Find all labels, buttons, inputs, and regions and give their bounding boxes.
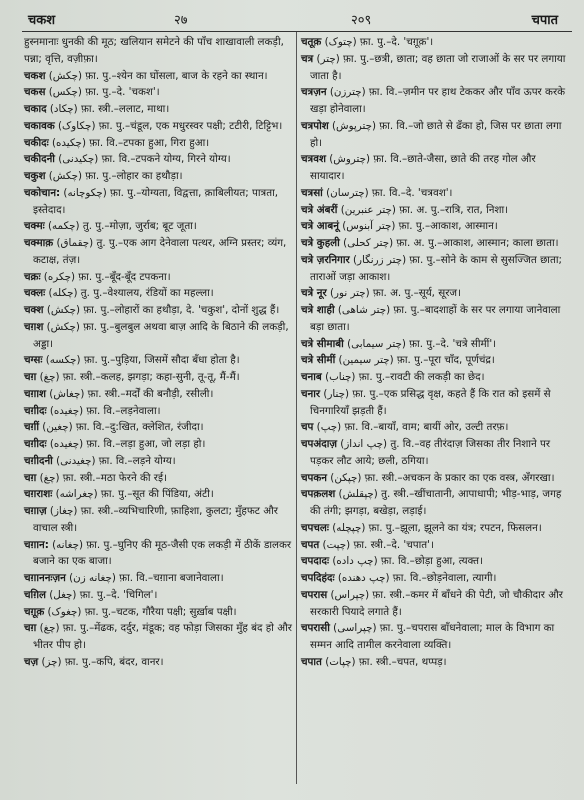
entry-definition: (چکش) फ़ा. पु.–श्येन का घोंसला, बाज के रहने का स्थान। [45, 69, 268, 82]
dictionary-entry [24, 68, 292, 85]
entry-headword: चग़ूक़ [24, 605, 45, 618]
entry-definition: (چناب) फ़ा. पु.–रावटी की लकड़ी का छेद। [321, 371, 485, 383]
entry-definition: (چتر زرنگار) फ़ा. पु.–सोने के काम से सुसज्जित छाता; ताराओं जड़ा आकाश। [310, 253, 562, 283]
entry-definition: (چکش) फ़ा. पु.–बुलबुल अथवा बाज़ आदि के बिठाने की लकड़ी, अड्डा। [33, 320, 289, 350]
entry-headword: चग्सः [24, 354, 43, 367]
entry-headword: चत्रे ज़रनिगार [301, 253, 350, 266]
dictionary-entry [301, 336, 573, 353]
entry-headword: चक्श [24, 304, 44, 316]
entry-definition: (چکیدنی) फ़ा. वि.–टपकने योग्य, गिरने योग्य। [54, 153, 231, 166]
entry-headword: चग़ीदः [24, 438, 47, 450]
dictionary-entry [301, 654, 573, 671]
entry-headword: चकस [24, 86, 46, 99]
entry-definition: (چپ داده) फ़ा. वि.–छोड़ा हुआ, त्यक्त। [329, 555, 483, 568]
dictionary-entry [301, 570, 573, 587]
dictionary-entry [24, 319, 292, 353]
header-right-guide-word: चपात [531, 13, 558, 28]
dictionary-entry [24, 118, 292, 135]
entry-definition: (چپراسی) फ़ा. पु.–चपरास बाँधनेवाला; माल के विभाग का सम्मन आदि तामील करनेवाला व्यक्ति। [310, 622, 555, 651]
entry-headword: चग़ [24, 371, 37, 383]
header-left-guide-word: चकश [28, 13, 56, 28]
entry-definition: (چز) फ़ा. पु.–कपि, बंदर, वानर। [38, 655, 164, 668]
dictionary-entry [24, 403, 292, 420]
dictionary-entry [301, 84, 573, 118]
dictionary-entry [24, 503, 292, 537]
entry-definition: (چغانه زن) फ़ा. वि.–चग़ाना बजानेवाला। [65, 572, 224, 584]
entry-headword: चज़ [24, 655, 39, 668]
entry-definition: (چترزن) फ़ा. वि.–ज़मीन पर हाथ टेककर और पाँव ऊपर करके खड़ा होनेवाला। [310, 86, 566, 115]
right-column [301, 34, 573, 671]
entry-definition: (چپکن) फ़ा. स्त्री.–अचकन के प्रकार का एक वस्त्र, अँगरखा। [327, 471, 555, 484]
entry-definition: (چغراشه) फ़ा. पु.–सूत की पिंडिया, अंटी। [52, 488, 214, 501]
entry-definition: (چکوچانه) फ़ा. पु.–योग्यता, विद्वत्ता, क़ाबिलीयत; पात्रता, इस्तेदाद। [33, 186, 279, 216]
entry-definition: (چکمه) तु. पु.–मोज़ा, जुर्राब; बूट जूता। [44, 220, 197, 233]
entry-headword: चत्रे कुहली [301, 237, 340, 249]
entry-headword: चत्रे सीमाबी [301, 337, 344, 350]
left-column [24, 34, 292, 671]
dictionary-entry [24, 604, 292, 621]
entry-headword: चपत [301, 538, 320, 551]
entry-headword: चग़ाश [24, 387, 47, 400]
entry-headword: चकुश [24, 170, 46, 182]
entry-headword: चत्रे नूर [301, 287, 327, 300]
entry-definition: (چغیده) फ़ा. वि.–लड़ा हुआ, जो लड़ा हो। [46, 438, 206, 450]
entry-definition: (چترسان) फ़ा. वि.–दे. 'चत्रवश'। [322, 186, 453, 199]
entry-headword: चग़ाज़ [24, 505, 47, 517]
dictionary-entry [24, 168, 292, 185]
entry-headword: चग़ीं [24, 421, 40, 434]
dictionary-entry [24, 570, 292, 587]
entry-definition: (چتر کحلی) फ़ा. अ. पु.–आकाश, आस्मान; काला छाता। [339, 237, 559, 249]
entry-definition: (چتر نور) फ़ा. अ. पु.–सूर्य, सूरज। [326, 287, 461, 300]
dictionary-entry [24, 470, 292, 487]
dictionary-entry [24, 386, 292, 403]
entry-definition: (چپ) फ़ा. वि.–बायाँ, वाम; बायीं ओर, उल्टी तरफ़। [313, 421, 509, 434]
dictionary-entry [24, 352, 292, 369]
dictionary-entry [24, 101, 292, 118]
entry-headword: चकावक [24, 119, 55, 132]
dictionary-entry [301, 235, 573, 252]
entry-headword: चनाब [301, 371, 322, 383]
dictionary-entry [24, 185, 292, 219]
entry-headword: चक्लः [24, 287, 46, 300]
entry-headword: चत्रे सीमीं [301, 354, 336, 367]
dictionary-entry [24, 84, 292, 101]
entry-definition: (چکاوک) फ़ा. पु.–चंडूल, एक मधुरस्वर पक्षी; टटीरी, टिट्टिभ। [54, 119, 283, 132]
entry-definition: (چغ) फ़ा. स्त्री.–कलह, झगड़ा; कहा-सुनी, तू-तू, मैं-मैं। [36, 371, 240, 383]
dictionary-entry [24, 151, 292, 168]
header-page-number-a: २७ [174, 13, 188, 28]
entry-headword: चकश [24, 69, 46, 82]
dictionary-entry [24, 654, 292, 671]
dictionary-entry [301, 202, 573, 219]
entry-headword: चत्रवश [301, 153, 326, 166]
entry-headword: चपदादः [301, 555, 330, 568]
entry-headword: चप [301, 421, 314, 434]
page-header [28, 10, 568, 28]
dictionary-entry [24, 235, 292, 269]
entry-definition: (چغاش) फ़ा. स्त्री.–मर्दों की बनौड़ी, रसीली। [46, 387, 214, 400]
entry-headword: चनार [301, 387, 321, 400]
entry-definition: (چغیدنی) फ़ा. वि.–लड़ने योग्य। [52, 454, 176, 467]
entry-headword: चग़ीदः [24, 404, 47, 417]
entry-definition: (چتر سیمابی) फ़ा. पु.–दे. 'चत्रे सीमीं'। [343, 337, 497, 350]
dictionary-entry [301, 470, 573, 487]
entry-definition: (چکله) तु. पु.–वेश्यालय, रंडियों का महल्ला। [45, 287, 214, 300]
dictionary-entry [301, 302, 573, 336]
entry-definition: (چتر شاهی) फ़ा. पु.–बादशाहों के सर पर लगाया जानेवाला बड़ा छाता। [310, 304, 561, 333]
entry-headword: चपअंदाज़ [301, 438, 338, 450]
entry-definition: (چکیده) फ़ा. वि.–टपका हुआ, गिरा हुआ। [48, 136, 210, 149]
dictionary-entry [24, 419, 292, 436]
dictionary-entry [301, 436, 573, 470]
entry-definition: (چتر عنبرین) फ़ा. अ. पु.–रात्रि, रात, निशा। [337, 203, 509, 216]
entry-definition: (چتر) फ़ा. पु.–छत्री, छाता; वह छाता जो राजाओं के सर पर लगाया जाता है। [310, 52, 566, 82]
dictionary-entry [301, 218, 573, 235]
entry-definition: (چپ دهنده) फ़ा. वि.–छोड़नेवाला, त्यागी। [334, 572, 497, 584]
entry-definition: (چترپوش) फ़ा. वि.–जो छाते से ढँका हो, जिस पर छाता लगा हो। [310, 119, 562, 149]
dictionary-entry [24, 436, 292, 453]
entry-definition: हुस्नमानाः धुनकी की मूठ; खलियान समेटने की पाँच शाखावाली लकड़ी, पन्ना; वृत्ति, वज़ीफ़ा। [24, 36, 284, 65]
entry-definition: (چغین) फ़ा. वि.–दु:खित, क्लेशित, रंजीदा। [39, 421, 204, 434]
entry-definition: (چتوک) फ़ा. पु.–दे. 'चग़ूक़'। [321, 36, 434, 48]
entry-headword: चक्माक़ [24, 237, 54, 249]
entry-definition: (چغانه) फ़ा. पु.–घुनिए की मूठ-जैसी एक लकड़ी में ठीकें डालकर बजाने का एक बाजा। [33, 538, 292, 568]
dictionary-entry [301, 553, 573, 570]
entry-headword: चकोचान: [24, 186, 61, 199]
dictionary-entry [301, 185, 573, 202]
entry-headword: चग़ [24, 622, 37, 635]
entry-definition: (چغل) फ़ा. पु.–दे. 'चिगिल'। [45, 588, 158, 601]
entry-definition: (چتر سیمین) फ़ा. पु.–पूरा चाँद, पूर्णचंद्र। [335, 354, 495, 367]
entry-headword: चपदिहंदः [301, 572, 335, 584]
entry-definition: (چغیده) फ़ा. वि.–लड़नेवाला। [46, 404, 161, 417]
entry-headword: चग़ीदनी [24, 454, 53, 467]
entry-headword: चग़ान: [24, 538, 49, 551]
entry-headword: चपकन [301, 471, 328, 484]
dictionary-entry [301, 51, 573, 85]
dictionary-entry [301, 151, 573, 185]
dictionary-entry [24, 302, 292, 319]
dictionary-entry [24, 218, 292, 235]
dictionary-entry [301, 118, 573, 152]
entry-headword: चत्रज़न [301, 86, 327, 99]
entry-definition: (چتر آبنوس) फ़ा. पु.–आकाश, आस्मान। [338, 220, 498, 233]
dictionary-entry [24, 369, 292, 386]
entry-headword: चपात [301, 655, 322, 668]
dictionary-entry [301, 486, 573, 520]
entry-definition: (چپ انداز) तु. वि.–वह तीरंदाज़ जिसका तीर निशाने पर पड़कर लौट आये; छली, ठगिया। [310, 438, 551, 467]
entry-definition: (چغوک) फ़ा. पु.–चटक, गौरैया पक्षी; सुर्ख़ाब पक्षी। [44, 605, 237, 618]
dictionary-entry [301, 252, 573, 286]
dictionary-entry [301, 587, 573, 621]
entry-headword: चत्रसां [301, 186, 323, 199]
dictionary-entry [24, 587, 292, 604]
entry-definition: (چغاز) फ़ा. स्त्री.–व्यभिचारिणी, फ़ाहिशा, कुलटा; मुँहफट और वाचाल स्त्री। [33, 505, 278, 534]
entry-definition: (چغ) फ़ा. पु.–मेंढक, दर्दुर, मंडूक; वह फोड़ा जिसका मुँह बंद हो और भीतर पीप हो। [33, 622, 292, 651]
entry-headword: चपरासी [301, 622, 330, 635]
entry-headword: चपचलः [301, 521, 329, 534]
dictionary-entry [24, 135, 292, 152]
entry-headword: चतूक़ [301, 36, 322, 48]
entry-headword: चग़राशः [24, 488, 53, 501]
entry-headword: चकाद [24, 103, 47, 115]
entry-headword: चग़ [24, 471, 37, 484]
column-separator [296, 32, 297, 784]
dictionary-entry [301, 352, 573, 369]
entry-definition: (چکاد) फ़ा. स्त्री.–ललाट, माथा। [46, 103, 170, 115]
entry-definition: (چپراس) फ़ा. स्त्री.–कमर में बाँधने की पेटी, जो चौकीदार और सरकारी पियादे लगाते हैं। [310, 588, 564, 618]
dictionary-entry [24, 620, 292, 654]
entry-definition: (چقماق) तु. पु.–एक आग देनेवाला पत्थर, अग्नि प्रस्तर; व्यंग, कटाक्ष, तंज़। [33, 237, 287, 266]
dictionary-entry [301, 34, 573, 51]
header-rule [22, 31, 572, 32]
dictionary-entry [24, 486, 292, 503]
entry-headword: चग़िल [24, 588, 46, 601]
dictionary-entry [301, 285, 573, 302]
entry-headword: चपक़लश [301, 488, 336, 501]
dictionary-entry [24, 269, 292, 286]
dictionary-entry [24, 537, 292, 571]
dictionary-entry [301, 520, 573, 537]
entry-headword: चत्र [301, 52, 314, 65]
dictionary-entry [301, 419, 573, 436]
entry-headword: चग़श [24, 320, 44, 333]
entry-definition: (چنار) फ़ा. पु.–एक प्रसिद्ध वृक्ष, कहते हैं कि रात को इसमें से चिनगारियाँ झड़ती हैं। [310, 387, 551, 417]
dictionary-entry [301, 537, 573, 554]
dictionary-entry [301, 369, 573, 386]
entry-headword: चकीदनी [24, 153, 55, 166]
entry-headword: चकीदः [24, 136, 49, 149]
entry-definition: (چپات) फ़ा. स्त्री.–चपत, थप्पड़। [321, 655, 447, 668]
entry-definition: (چکسه) फ़ा. पु.–पुड़िया, जिसमें सौदा बँधा होता है। [42, 354, 240, 367]
entry-headword: चक्मः [24, 220, 45, 233]
dictionary-entry [24, 453, 292, 470]
entry-definition: (چپت) फ़ा. स्त्री.–दे. 'चपात'। [319, 538, 434, 551]
dictionary-entry [24, 34, 292, 68]
entry-definition: (چکش) फ़ा. पु.–लोहार का हथौड़ा। [45, 170, 183, 182]
entry-definition: (چپقلش) तु. स्त्री.–खींचातानी, आपाधापी; भीड़-भाड़, जगह की तंगी; झगड़ा, बखेड़ा, लड़ाई। [310, 488, 562, 517]
entry-headword: चत्रपोश [301, 119, 329, 132]
entry-definition: (چکش) फ़ा. पु.–लोहारों का हथौड़ा, दे. 'चकुश', दोनों शुद्ध हैं। [43, 304, 280, 316]
entry-headword: चक्रः [24, 270, 41, 283]
entry-headword: चत्रे शाही [301, 304, 335, 316]
entry-definition: (چکس) फ़ा. पु.–दे. 'चकश'। [45, 86, 160, 99]
dictionary-entry [24, 285, 292, 302]
entry-definition: (چکره) फ़ा. पु.–बूँद-बूँद टपकना। [40, 270, 171, 283]
entry-definition: (چتروش) फ़ा. वि.–छाते-जैसा, छाते की तरह गोल और सायादार। [310, 153, 536, 182]
dictionary-entry [301, 620, 573, 654]
entry-definition: (چپچله) फ़ा. पु.–झूला, झूलने का यंत्र; रपटन, फिसलन। [329, 521, 542, 534]
entry-definition: (چغ) फ़ा. स्त्री.–मठा फेरने की रई। [36, 471, 167, 484]
dictionary-entry [301, 386, 573, 420]
header-page-number-b: २०९ [351, 13, 372, 28]
entry-headword: चग़ाननःज़न [24, 572, 66, 584]
entry-headword: चत्रे आबनूं [301, 220, 339, 233]
entry-headword: चत्रे अंबरीं [301, 203, 338, 216]
entry-headword: चपरास [301, 588, 328, 601]
